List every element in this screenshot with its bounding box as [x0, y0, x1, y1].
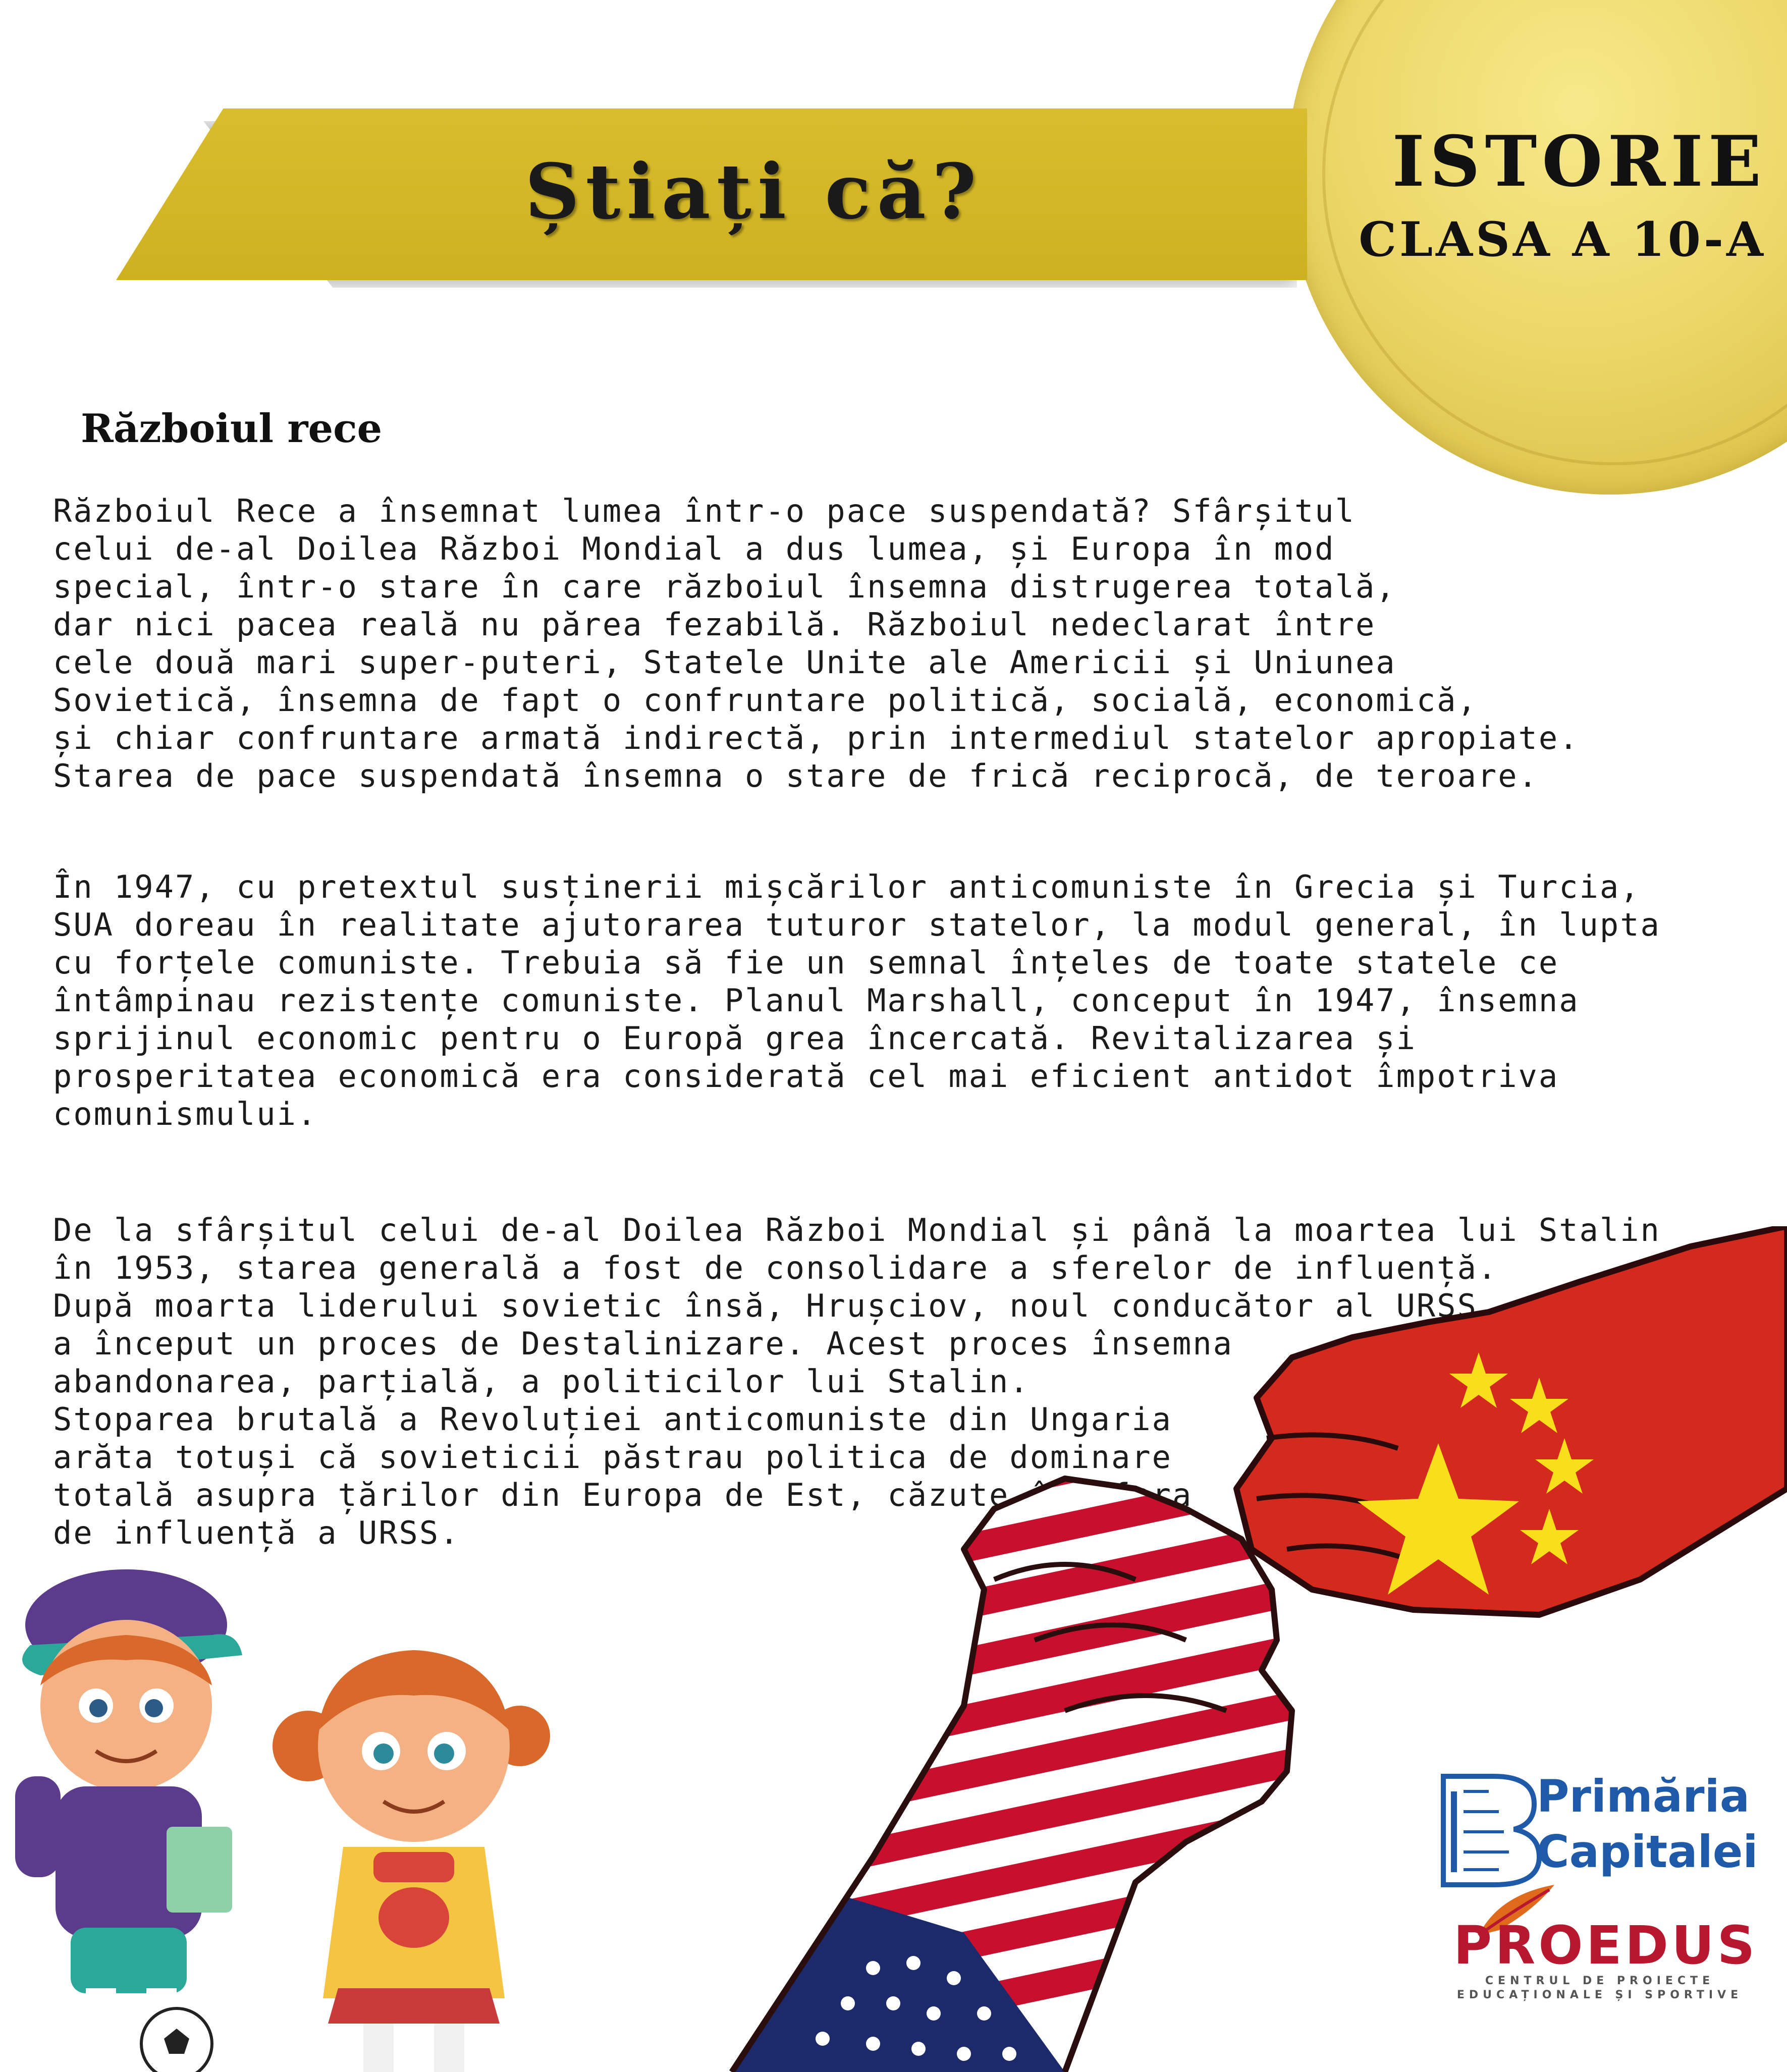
subject-class: CLASA A 10-A: [1359, 212, 1766, 267]
proedus-logo-subtitle-1: CENTRUL DE PROIECTE: [1485, 1975, 1715, 1987]
subject-title: ISTORIE: [1392, 120, 1766, 202]
primaria-capitalei-logo-mark: [1433, 1771, 1544, 1887]
section-heading: Războiul rece: [81, 406, 383, 452]
primaria-logo-line2: Capitalei: [1537, 1826, 1758, 1878]
china-fist: [1236, 1226, 1787, 1615]
banner-title: Știați că?: [525, 147, 983, 236]
paragraph-marshall-plan: În 1947, cu pretextul susținerii mișcărilor anticomuniste în Grecia și Turcia, SUA doreau în realitate ajutorarea tuturor statelor, la modul general, în lupta cu forțele comuniste. Trebuia să fie un semnal înțeles de toate statele ce întâmpinau rezistențe comuniste. Planul Marshall, conceput în 1947, însemna sprijinul economic pentru o Europă grea încercată. Revitalizarea și prosperitatea economică era considerată cel mai eficient antidot împotriva comunismului.: [53, 868, 1661, 1132]
kid-boy-illustration: [0, 1554, 252, 2072]
kid-girl-illustration: [273, 1615, 555, 2072]
proedus-logo-name: PROEDUS: [1453, 1915, 1758, 1976]
paragraph-cold-war-intro: Războiul Rece a însemnat lumea într-o pace suspendată? Sfârșitul celui de-al Doilea Război Mondial a dus lumea, și Europa în mod special, într-o stare în care războiul însemna distrugerea totală, dar nici pacea reală nu părea fezabilă. Războiul nedeclarat între cele două mari super-puteri, Statele Unite ale Americii și Uniunea Sovietică, însemna de fapt o confruntare politică, socială, economică, și chiar confruntare armată indirectă, prin intermediul statelor apropiate. Starea de pace suspendată însemna o stare de frică reciprocă, de teroare.: [53, 493, 1580, 794]
paragraph-destalinization: De la sfârșitul celui de-al Doilea Război Mondial și până la moartea lui Stalin în 1953, starea generală a fost de consolidare a sferelor de influență. După moarta liderului sovietic însă, Hrușciov, noul conducător al URSS, a început un proces de Destalinizare. Acest proces însemna abandonarea, parțială, a politicilor lui Stalin. Stoparea brutală a Revoluției anticomuniste din Ungaria arăta totuși că sovieticii păstrau politica de dominare totală asupra țărilor din Europa de Est, căzute de influență a URSS.: [53, 1212, 1661, 1551]
primaria-logo-line1: Primăria: [1537, 1770, 1750, 1822]
proedus-logo-subtitle-2: EDUCAȚIONALE ȘI SPORTIVE: [1456, 1989, 1743, 2001]
